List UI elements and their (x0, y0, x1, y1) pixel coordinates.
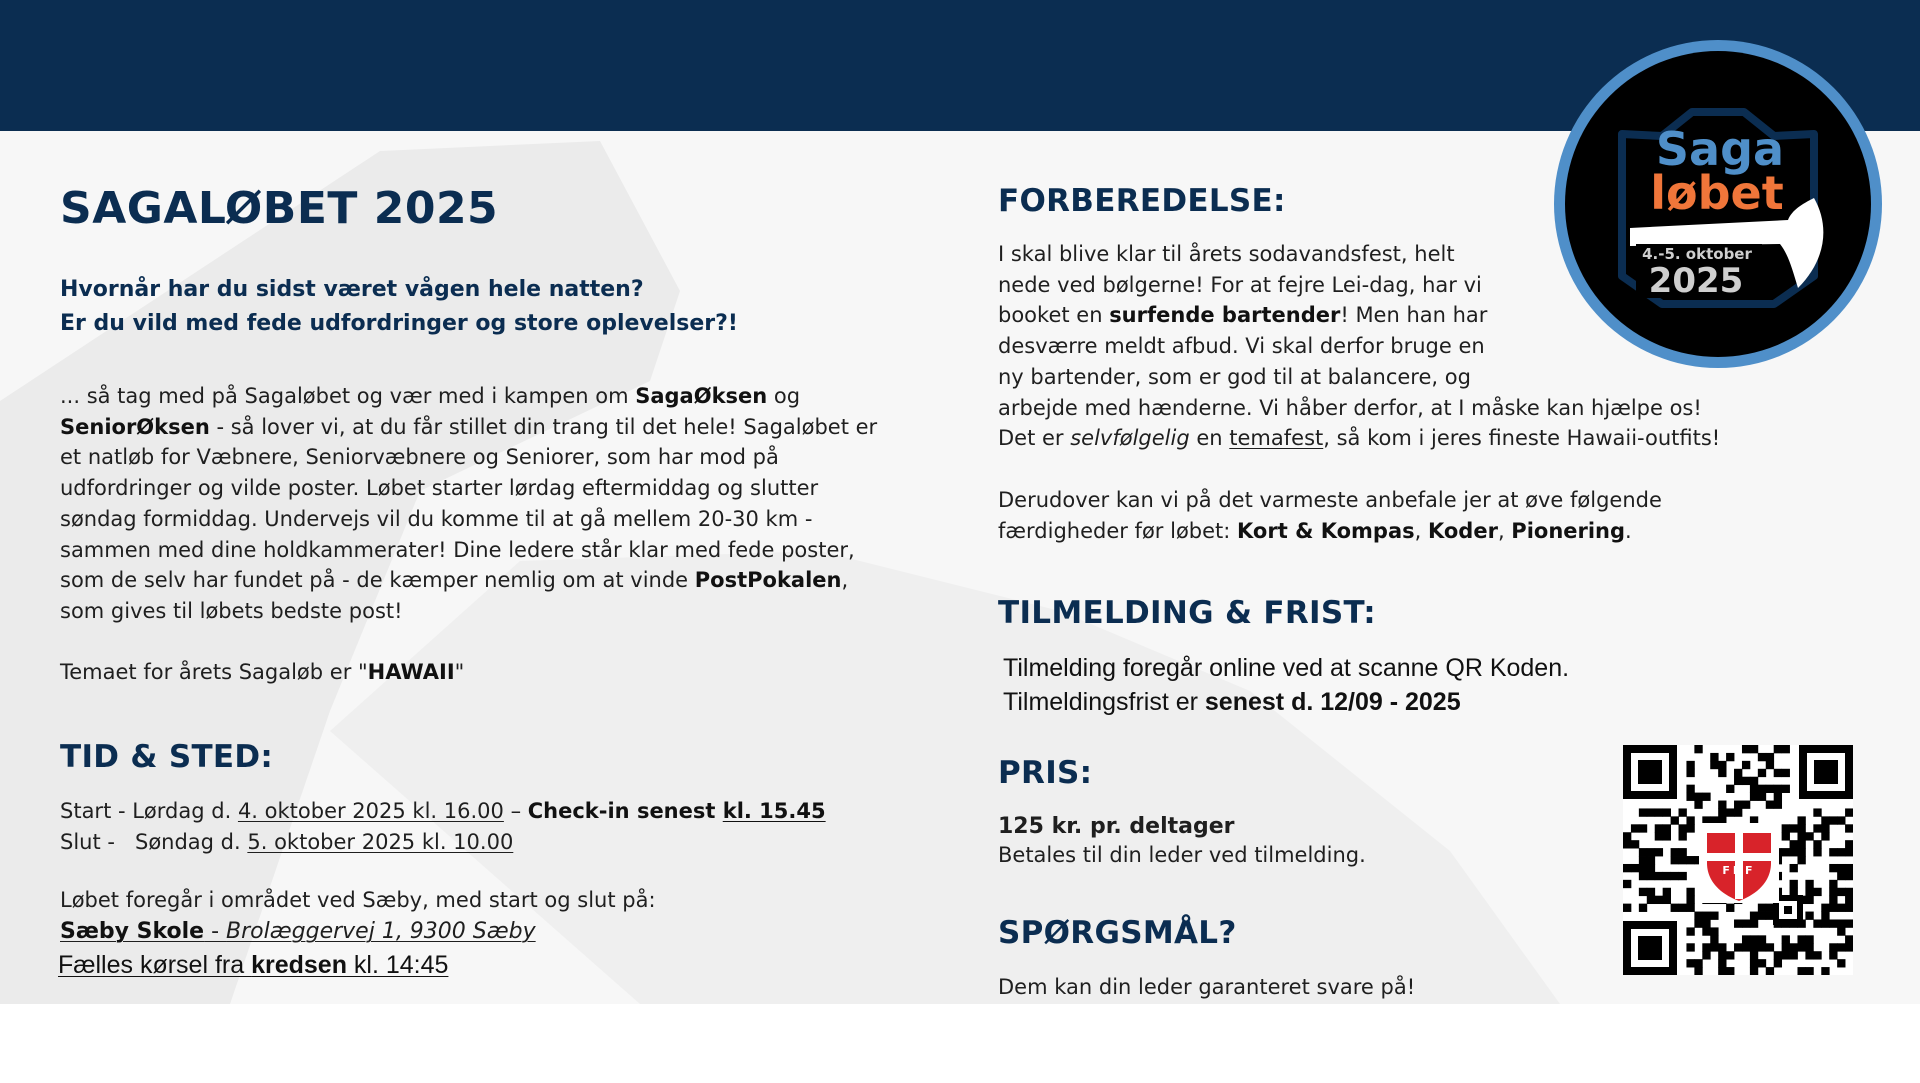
skill-pionering: Pionering (1511, 518, 1626, 543)
page-title: SAGALØBET 2025 (60, 183, 499, 234)
logo-saga-text: Saga (1655, 122, 1785, 176)
spoergsmaal-heading: SPØRGSMÅL? (998, 915, 1237, 951)
venue-name: Sæby Skole (60, 919, 205, 944)
surfende-bartender: surfende bartender (1109, 303, 1341, 328)
skills-paragraph: Derudover kan vi på det varmeste anbefale jer at øve følgende færdigheder før løbet: Kort & Kompas, Koder, Pionering. (998, 488, 1662, 543)
forberedelse-paragraph: I skal blive klar til årets sodavandsfest, helt nede ved bølgerne! For at fejre Lei-dag, har vi booket en surfende bartender! Men han har desværre meldt afbud. Vi skal derfor bruge en ny bartender, som er god til at balancere, og arbejde med hænderne. Vi håber derfor, at I måske kan hjælpe os! Det er selvfølgelig en temafest, så kom i jeres fineste Hawaii-outfits! (998, 242, 1721, 451)
skill-koder: Koder (1427, 518, 1498, 543)
slut-date: 5. oktober 2025 kl. 10.00 (247, 830, 514, 854)
venue-address: Brolæggervej 1, 9300 Sæby (226, 919, 536, 944)
intro-paragraph: ... så tag med på Sagaløbet og vær med i kampen om SagaØksen og SeniorØksen - så lover vi, at du får stillet din trang til det hele! Sagaløbet er et natløb for Væbnere, Seniorvæbnere og Seniorer, som har mod på udfordringer og vilde poster. Løbet starter lørdag eftermiddag og slutter søndag formiddag. Undervejs vil du komme til at gå mellem 20-30 km - sammen med dine holdkammerater! Dine ledere står klar med fede poster, som de selv har fundet på - de kæmper nemlig om at vinde PostPokalen, som gives til løbets bedste post! (60, 384, 878, 623)
area-line: Løbet foregår i området ved Sæby, med start og slut på: (60, 888, 656, 912)
intro-question-1: Hvornår har du sidst været vågen hele natten? (60, 277, 644, 302)
tilmelding-paragraph: Tilmelding foregår online ved at scanne QR Koden. Tilmeldingsfrist er senest d. 12/09 - 2025 (1003, 654, 1570, 716)
intro-question-2: Er du vild med fede udfordringer og store oplevelser?! (60, 311, 738, 336)
logo-dates: 4.-5. oktober (1642, 245, 1752, 263)
skill-kort-kompas: Kort & Kompas (1237, 518, 1415, 543)
logo-year: 2025 (1648, 261, 1744, 301)
theme-name: HAWAII (367, 660, 455, 684)
temafest-word: temafest (1229, 426, 1324, 451)
svg-text:FDF: FDF (1722, 864, 1756, 877)
checkin-time: kl. 15.45 (722, 799, 826, 823)
page-bottom-margin (0, 1004, 1920, 1083)
postpokalen-term: PostPokalen (694, 568, 842, 593)
venue-line: Sæby Skole - Brolæggervej 1, 9300 Sæby (60, 919, 536, 944)
pris-heading: PRIS: (998, 755, 1093, 791)
slut-line: Slut - Søndag d. 5. oktober 2025 kl. 10.00 (60, 830, 514, 854)
tilmelding-heading: TILMELDING & FRIST: (998, 595, 1376, 631)
tid-sted-heading: TID & STED: (60, 739, 274, 775)
transport-line: Fælles kørsel fra kredsen kl. 14:45 (58, 951, 449, 979)
price-amount: 125 kr. pr. deltager (998, 814, 1235, 839)
senioroeksen-term: SeniorØksen (60, 414, 210, 439)
price-note: Betales til din leder ved tilmelding. (998, 843, 1366, 867)
spoergsmaal-text: Dem kan din leder garanteret svare på! (998, 975, 1416, 999)
forberedelse-heading: FORBEREDELSE: (998, 183, 1286, 219)
theme-line: Temaet for årets Sagaløb er "HAWAII" (60, 660, 465, 684)
deadline-date: senest d. 12/09 - 2025 (1204, 688, 1461, 716)
logo-loebet-text: løbet (1650, 166, 1784, 220)
sagaloebet-logo (1552, 38, 1884, 370)
registration-qr-code[interactable] (1623, 745, 1853, 975)
sagaoeksen-term: SagaØksen (635, 384, 768, 408)
start-line: Start - Lørdag d. 4. oktober 2025 kl. 16.00 – Check-in senest kl. 15.45 (60, 799, 826, 823)
start-date: 4. oktober 2025 kl. 16.00 (237, 799, 504, 823)
